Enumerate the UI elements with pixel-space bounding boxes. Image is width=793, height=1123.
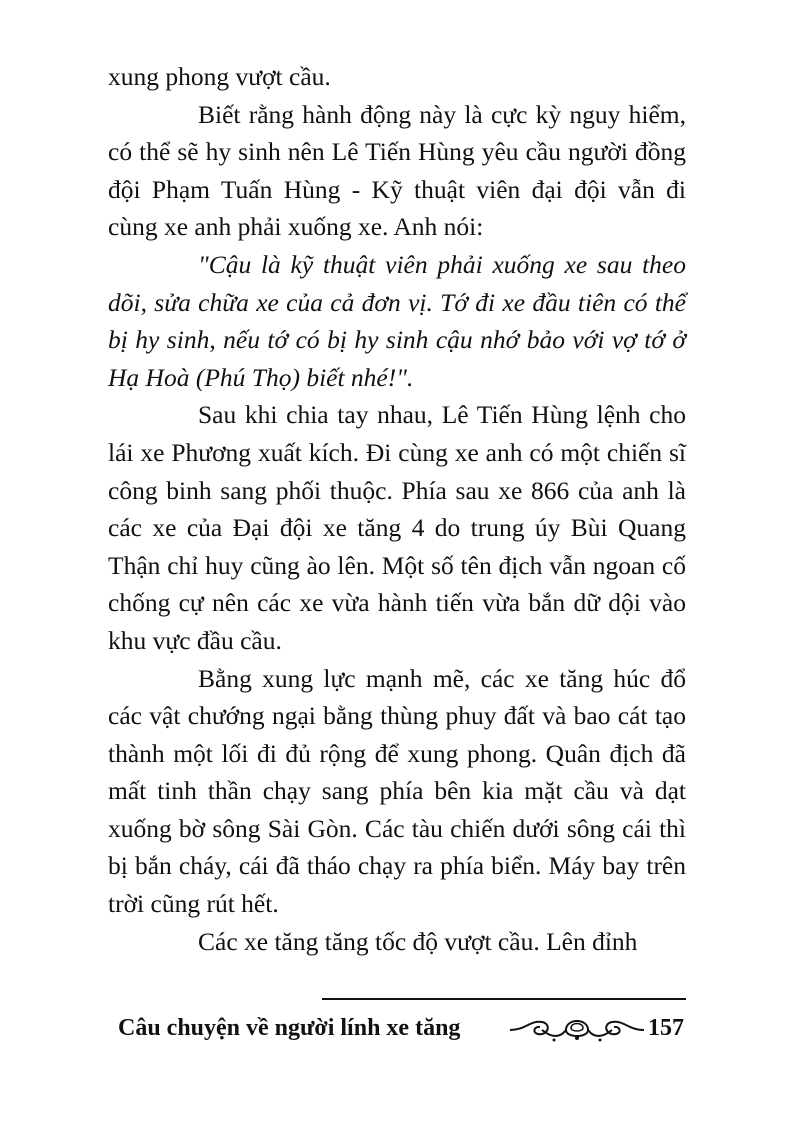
continued-line: xung phong vượt cầu. — [108, 62, 331, 91]
page-footer — [118, 1010, 688, 1046]
decorative-flourish-icon — [508, 1012, 646, 1044]
paragraph-3: Bằng xung lực mạnh mẽ, các xe tăng húc đổ các vật chướng ngại bằng thùng phuy đất và bao cát tạo thành một lối đi đủ rộng để xung phong. Quân địch đã mất tinh thần chạy sang phía bên kia mặt cầu và dạt xuống bờ sông Sài Gòn. Các tàu chiến dưới sông cái thì bị bắn cháy, cái đã tháo chạy ra phía biển. Máy bay trên trời cũng rút hết. — [108, 663, 686, 919]
paragraph-2: Sau khi chia tay nhau, Lê Tiến Hùng lệnh cho lái xe Phương xuất kích. Đi cùng xe anh có một chiến sĩ công binh sang phối thuộc. Phía sau xe 866 của anh là các xe của Đại đội xe tăng 4 do trung úy Bùi Quang Thận chỉ huy cũng ào lên. Một số tên địch vẫn ngoan cố chống cự nên các xe vừa hành tiến vừa bắn dữ dội vào khu vực đầu cầu. — [108, 400, 686, 655]
quote-paragraph: "Cậu là kỹ thuật viên phải xuống xe sau theo dõi, sửa chữa xe của cả đơn vị. Tớ đi xe đầu tiên có thể bị hy sinh, nếu tớ có bị hy sinh cậu nhớ bảo với vợ tớ ở Hạ Hoà (Phú Thọ) biết nhé!". — [108, 249, 686, 392]
book-title: Câu chuyện về người lính xe tăng — [118, 1015, 461, 1041]
footer-rule — [322, 998, 686, 1000]
paragraph-1: Biết rằng hành động này là cực kỳ nguy hiểm, có thể sẽ hy sinh nên Lê Tiến Hùng yêu cầu người đồng đội Phạm Tuấn Hùng - Kỹ thuật viên đại đội vẫn đi cùng xe anh phải xuống xe. Anh nói: — [108, 99, 686, 242]
paragraph-4: Các xe tăng tăng tốc độ vượt cầu. Lên đỉnh — [198, 926, 638, 956]
body-text — [108, 58, 686, 960]
page-number: 157 — [648, 1015, 684, 1041]
